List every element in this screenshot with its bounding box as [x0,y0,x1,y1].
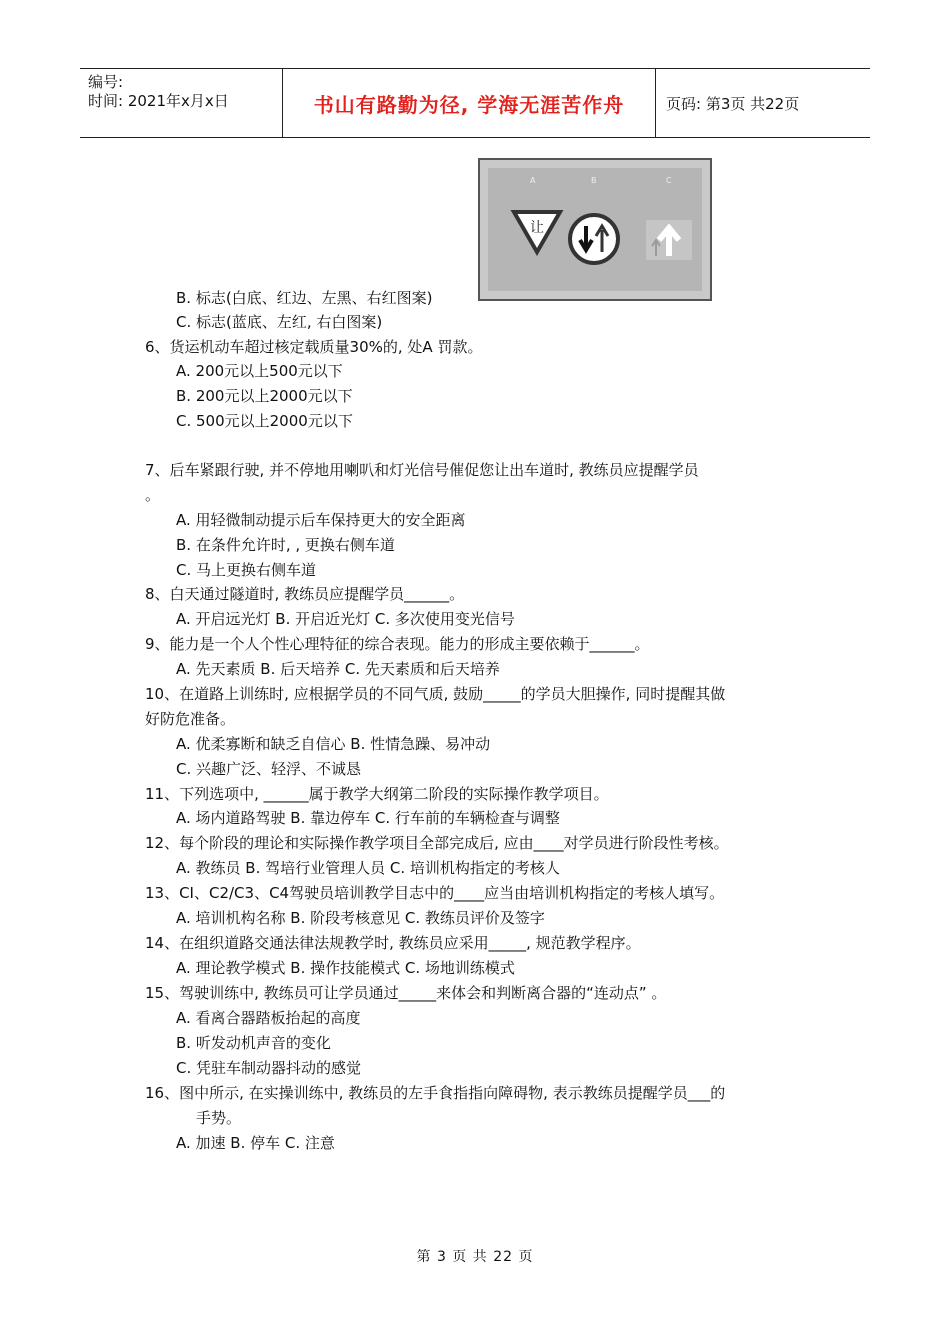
q12-options: A. 教练员 B. 驾培行业管理人员 C. 培训机构指定的考核人 [176,859,560,877]
question-8: 8、白天通过隧道时, 教练员应提醒学员______。 [145,585,465,603]
priority-road-sign-icon [646,220,692,260]
question-6: 6、货运机动车超过核定载质量30%的, 处A 罚款。 [145,338,483,356]
question-10-cont: 好防危准备。 [145,710,236,728]
figure-panel [488,168,702,291]
question-16-cont: 手势。 [196,1109,242,1127]
question-9: 9、能力是一个人个性心理特征的综合表现。能力的形成主要依赖于______。 [145,635,650,653]
question-10: 10、在道路上训练时, 应根据学员的不同气质, 鼓励_____的学员大胆操作, 同时提醒其做 [145,685,726,703]
q7-option-a: A. 用轻微制动提示后车保持更大的安全距离 [176,511,466,529]
q6-option-a: A. 200元以上500元以下 [176,362,343,380]
page-header [80,68,870,138]
question-13: 13、CI、C2/C3、C4驾驶员培训教学目志中的____应当由培训机构指定的考核人填写。 [145,884,725,902]
q14-options: A. 理论教学模式 B. 操作技能模式 C. 场地训练模式 [176,959,515,977]
priority-opposing-sign-icon [570,215,618,263]
q6-option-c: C. 500元以上2000元以下 [176,412,353,430]
q6-option-b: B. 200元以上2000元以下 [176,387,353,405]
q9-options: A. 先天素质 B. 后天培养 C. 先天素质和后天培养 [176,660,500,678]
figure-letter-b: B [591,176,597,185]
q7-option-c: C. 马上更换右侧车道 [176,561,317,579]
question-7-cont: 。 [145,486,161,504]
traffic-sign-figure [478,158,712,301]
page-indicator: 页码: 第3页 共22页 [666,94,800,113]
number-label: 编号: [88,73,124,91]
q15-option-b: B. 听发动机声音的变化 [176,1034,331,1052]
q8-options: A. 开启远光灯 B. 开启近光灯 C. 多次使用变光信号 [176,610,515,628]
yield-sign-text: 让 [530,220,544,236]
q16-options: A. 加速 B. 停车 C. 注意 [176,1134,335,1152]
option-b-line: B. 标志(白底、红边、左黑、右红图案) [176,289,433,307]
question-15: 15、驾驶训练中, 教练员可让学员通过_____来体会和判断离合器的“连动点” 。 [145,984,667,1002]
q10-option-c: C. 兴趣广泛、轻浮、不诚恳 [176,760,362,778]
header-meta [80,69,280,137]
yield-sign-icon [514,212,560,252]
q11-options: A. 场内道路驾驶 B. 靠边停车 C. 行车前的车辆检查与调整 [176,809,560,827]
time-label: 时间: 2021年x月x日 [88,92,229,110]
q7-option-b: B. 在条件允许时, , 更换右侧车道 [176,536,395,554]
q15-option-c: C. 凭驻车制动器抖动的感觉 [176,1059,362,1077]
question-14: 14、在组织道路交通法律法规教学时, 教练员应采用_____, 规范教学程序。 [145,934,641,952]
question-16: 16、图中所示, 在实操训练中, 教练员的左手食指指向障碍物, 表示教练员提醒学员___的 [145,1084,726,1102]
figure-letter-c: C [666,176,672,185]
question-11: 11、下列选项中, ______属于教学大纲第二阶段的实际操作教学项目。 [145,785,609,803]
header-motto: 书山有路勤为径, 学海无涯苦作舟 [282,69,656,137]
question-12: 12、每个阶段的理论和实际操作教学项目全部完成后, 应由____对学员进行阶段性考核。 [145,834,729,852]
q15-option-a: A. 看离合器踏板抬起的高度 [176,1009,361,1027]
question-7: 7、后车紧跟行驶, 并不停地用喇叭和灯光信号催促您让出车道时, 教练员应提醒学员 [145,461,699,479]
figure-letter-a: A [530,176,536,185]
page-footer: 第 3 页 共 22 页 [416,1249,534,1265]
option-c-line: C. 标志(蓝底、左红, 右白图案) [176,313,383,331]
q10-options-ab: A. 优柔寡断和缺乏自信心 B. 性情急躁、易冲动 [176,735,491,753]
q13-options: A. 培训机构名称 B. 阶段考核意见 C. 教练员评价及签字 [176,909,545,927]
traffic-signs [488,168,704,293]
